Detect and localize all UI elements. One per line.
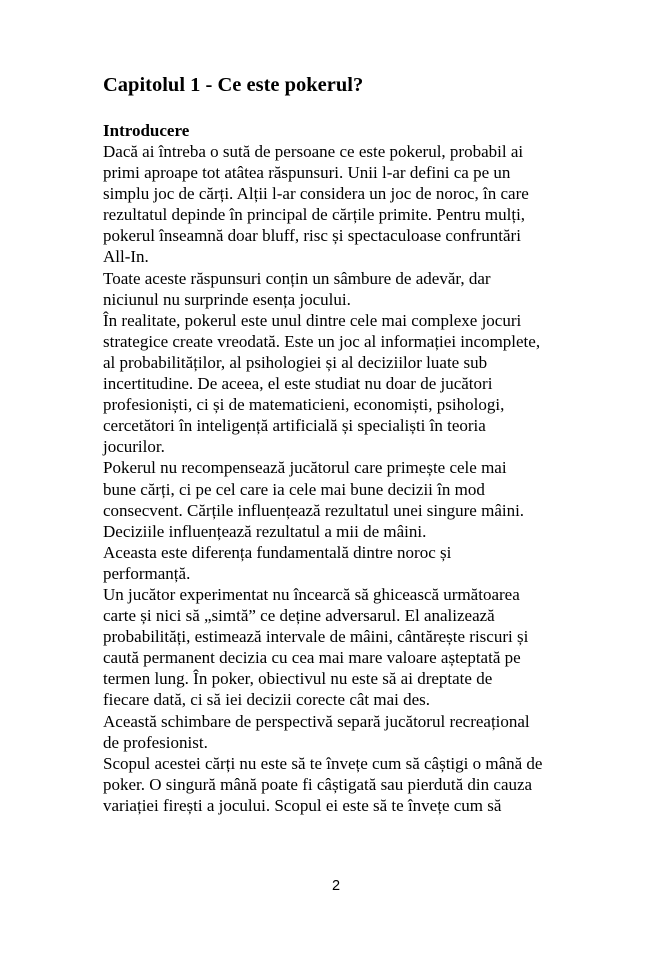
text-line: fiecare dată, ci să iei decizii corecte cât mai des. bbox=[103, 690, 431, 710]
section-heading: Introducere bbox=[103, 121, 190, 140]
text-line: performanță. bbox=[103, 563, 191, 583]
body-paragraph bbox=[103, 753, 603, 816]
text-line: strategice create vreodată. Este un joc al informației incomplete, bbox=[103, 331, 541, 351]
text-line: termen lung. În poker, obiectivul nu este să ai dreptate de bbox=[103, 669, 493, 689]
text-line: rezultatul depinde în principal de cărțile primite. Pentru mulți, bbox=[103, 205, 526, 225]
body-paragraph bbox=[103, 268, 603, 310]
body-paragraph bbox=[103, 584, 603, 711]
text-line: variației firești a jocului. Scopul ei este să te învețe cum să bbox=[103, 795, 502, 815]
text-line: bune cărți, ci pe cel care ia cele mai bune decizii în mod bbox=[103, 479, 485, 499]
text-line: Toate aceste răspunsuri conțin un sâmbure de adevăr, dar bbox=[103, 268, 491, 288]
text-line: Dacă ai întreba o sută de persoane ce este pokerul, probabil ai bbox=[103, 142, 524, 161]
text-line: caută permanent decizia cu cea mai mare valoare așteptată pe bbox=[103, 648, 521, 668]
text-line: Deciziile influențează rezultatul a mii de mâini. bbox=[103, 521, 427, 541]
text-line: probabilități, estimează intervale de mâini, cântărește riscuri și bbox=[103, 627, 529, 647]
text-line: Aceasta este diferența fundamentală dintre noroc și bbox=[103, 542, 452, 562]
body-text bbox=[103, 141, 603, 816]
text-line: de profesionist. bbox=[103, 732, 208, 752]
text-line: jocurilor. bbox=[103, 437, 165, 457]
text-line: pokerul înseamnă doar bluff, risc și spectaculoase confruntări bbox=[103, 226, 521, 246]
chapter-title: Capitolul 1 - Ce este pokerul? bbox=[103, 74, 364, 96]
text-line: All-In. bbox=[103, 247, 149, 267]
text-line: Un jucător experimentat nu încearcă să ghicească următoarea bbox=[103, 584, 520, 604]
body-paragraph bbox=[103, 457, 603, 541]
text-line: profesioniști, ci și de matematicieni, economiști, psihologi, bbox=[103, 395, 505, 415]
text-line: Această schimbare de perspectivă separă jucătorul recreațional bbox=[103, 711, 530, 731]
text-line: Scopul acestei cărți nu este să te învețe cum să câștigi o mână de bbox=[103, 753, 543, 773]
text-line: Pokerul nu recompensează jucătorul care primește cele mai bbox=[103, 458, 507, 478]
body-paragraph bbox=[103, 310, 603, 458]
text-line: primi aproape tot atâtea răspunsuri. Unii l-ar defini ca pe un bbox=[103, 163, 511, 183]
text-line: În realitate, pokerul este unul dintre cele mai complexe jocuri bbox=[103, 310, 522, 330]
text-line: al probabilităților, al psihologiei și al deciziilor luate sub bbox=[103, 352, 488, 372]
page-content bbox=[103, 73, 603, 816]
page-number: 2 bbox=[331, 878, 341, 894]
text-line: carte și nici să „simtă” ce deține adversarul. El analizează bbox=[103, 606, 495, 626]
body-paragraph bbox=[103, 711, 603, 753]
text-line: incertitudine. De aceea, el este studiat nu doar de jucători bbox=[103, 374, 493, 394]
text-line: niciunul nu surprinde esența jocului. bbox=[103, 289, 351, 309]
body-paragraph bbox=[103, 141, 603, 268]
text-line: poker. O singură mână poate fi câștigată sau pierdută din cauza bbox=[103, 774, 533, 794]
text-line: cercetători în inteligență artificială și specialiști în teoria bbox=[103, 416, 486, 436]
text-line: simplu joc de cărți. Alții l-ar considera un joc de noroc, în care bbox=[103, 184, 529, 204]
text-line: consecvent. Cărțile influențează rezultatul unei singure mâini. bbox=[103, 500, 525, 520]
body-paragraph bbox=[103, 542, 603, 584]
